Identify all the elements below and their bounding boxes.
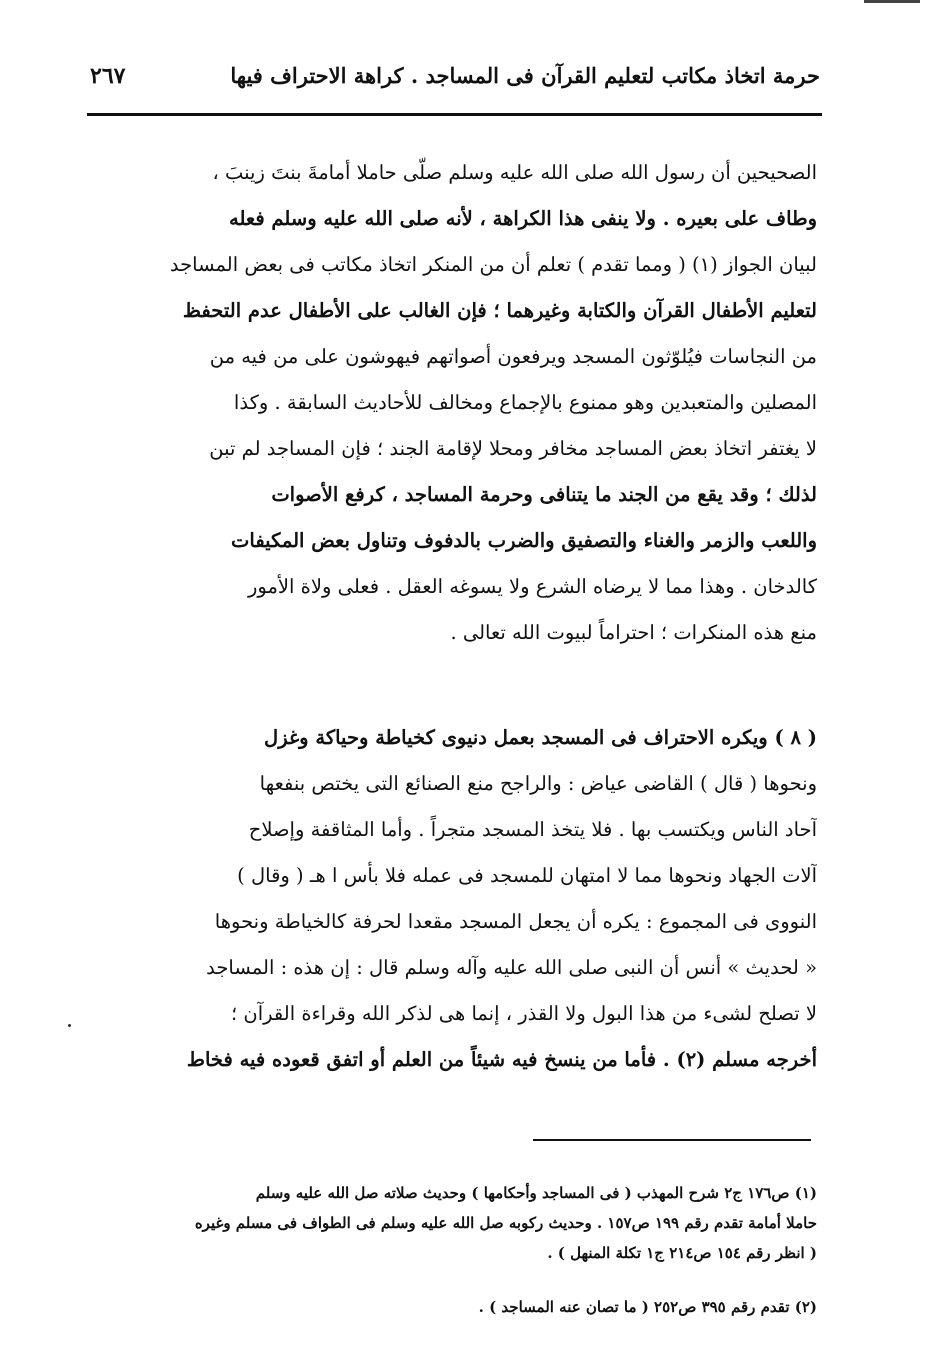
- paragraph-line: لبيان الجواز (١) ( ومما تقدم ) تعلم أن من المنكر اتخاذ مكاتب فى بعض المساجد: [169, 253, 817, 276]
- page-number: ٢٦٧: [90, 63, 126, 89]
- paragraph-line: وطاف على بعيره . ولا ينفى هذا الكراهة ، لأنه صلى الله عليه وسلم فعله: [229, 207, 817, 230]
- footnote-rule: [533, 1139, 811, 1141]
- paragraph-line: آحاد الناس ويكتسب بها . فلا يتخذ المسجد متجراً . وأما المثاقفة وإصلاح: [248, 818, 817, 841]
- paragraph-line: ونحوها ( قال ) القاضى عياض : والراجح منع الصنائع التى يختص بنفعها: [259, 772, 817, 795]
- paragraph-line: من النجاسات فيُلوّثون المسجد ويرفعون أصواتهم فيهوشون على من فيه من: [209, 345, 817, 368]
- footnote-line: (٢) تقدم رقم ٣٩٥ ص٢٥٢ ( ما تصان عنه المساجد ) .: [478, 1298, 817, 1316]
- header-title: حرمة اتخاذ مكاتب لتعليم القرآن فى المساجد . كراهة الاحتراف فيها: [230, 63, 820, 88]
- footnote-line: (١) ص١٧٦ ج٢ شرح المهذب ( فى المساجد وأحكامها ) وحديث صلاته صل الله عليه وسلم: [255, 1184, 817, 1202]
- paragraph-line: لا يغتفر اتخاذ بعض المساجد مخافر ومحلا لإقامة الجند ؛ فإن المساجد لم تبن: [209, 437, 817, 460]
- scan-speck: [68, 1024, 71, 1027]
- footnote-2: [100, 1292, 817, 1322]
- running-header: [90, 56, 820, 96]
- footnote-line: حاملا أمامة تقدم رقم ١٩٩ ص١٥٧ . وحديث ركوبه صل الله عليه وسلم فى الطواف فى مسلم وغيره: [194, 1214, 817, 1232]
- paragraph-line: النووى فى المجموع : يكره أن يجعل المسجد مقعدا لحرفة كالخياطة ونحوها: [214, 910, 817, 933]
- paragraph-line: واللعب والزمر والغناء والتصفيق والضرب بالدفوف وتناول بعض المكيفات: [231, 529, 817, 552]
- paragraph-line: « لحديث » أنس أن النبى صلى الله عليه وآله وسلم قال : إن هذه : المساجد: [206, 956, 817, 979]
- footnote-1: [100, 1178, 817, 1268]
- paragraph-line: ( ٨ ) ويكره الاحتراف فى المسجد بعمل دنيوى كخياطة وحياكة وغزل: [264, 726, 817, 749]
- paragraph-line: آلات الجهاد ونحوها مما لا امتهان للمسجد فى عمله فلا بأس ا هـ ( وقال ): [237, 864, 817, 887]
- footnote-line: ( انظر رقم ١٥٤ ص٢١٤ ج١ تكلة المنهل ) .: [547, 1244, 817, 1262]
- corner-mark: [864, 0, 920, 3]
- paragraph-line: لا تصلح لشىء من هذا البول ولا القذر ، إنما هى لذكر الله وقراءة القرآن ؛: [231, 1002, 817, 1025]
- paragraph-line: لذلك ؛ وقد يقع من الجند ما يتنافى وحرمة المساجد ، كرفع الأصوات: [271, 483, 817, 506]
- paragraph-line: منع هذه المنكرات ؛ احتراماً لبيوت الله تعالى .: [450, 621, 817, 644]
- paragraph-line: أخرجه مسلم (٢) . فأما من ينسخ فيه شيئاً من العلم أو اتفق قعوده فيه فخاط: [186, 1048, 817, 1071]
- paragraph-2: [95, 715, 817, 1083]
- paragraph-line: لتعليم الأطفال القرآن والكتابة وغيرهما ؛ فإن الغالب على الأطفال عدم التحفظ: [182, 299, 817, 322]
- paragraph-1: [95, 150, 817, 656]
- paragraph-line: المصلين والمتعبدين وهو ممنوع بالإجماع ومخالف للأحاديث السابقة . وكذا: [233, 391, 817, 414]
- header-rule: [87, 113, 822, 116]
- paragraph-line: كالدخان . وهذا مما لا يرضاه الشرع ولا يسوغه العقل . فعلى ولاة الأمور: [247, 575, 817, 598]
- paragraph-line: الصحيحين أن رسول الله صلى الله عليه وسلم صلّى حاملا أمامةَ بنتَ زينبَ ،: [212, 161, 817, 184]
